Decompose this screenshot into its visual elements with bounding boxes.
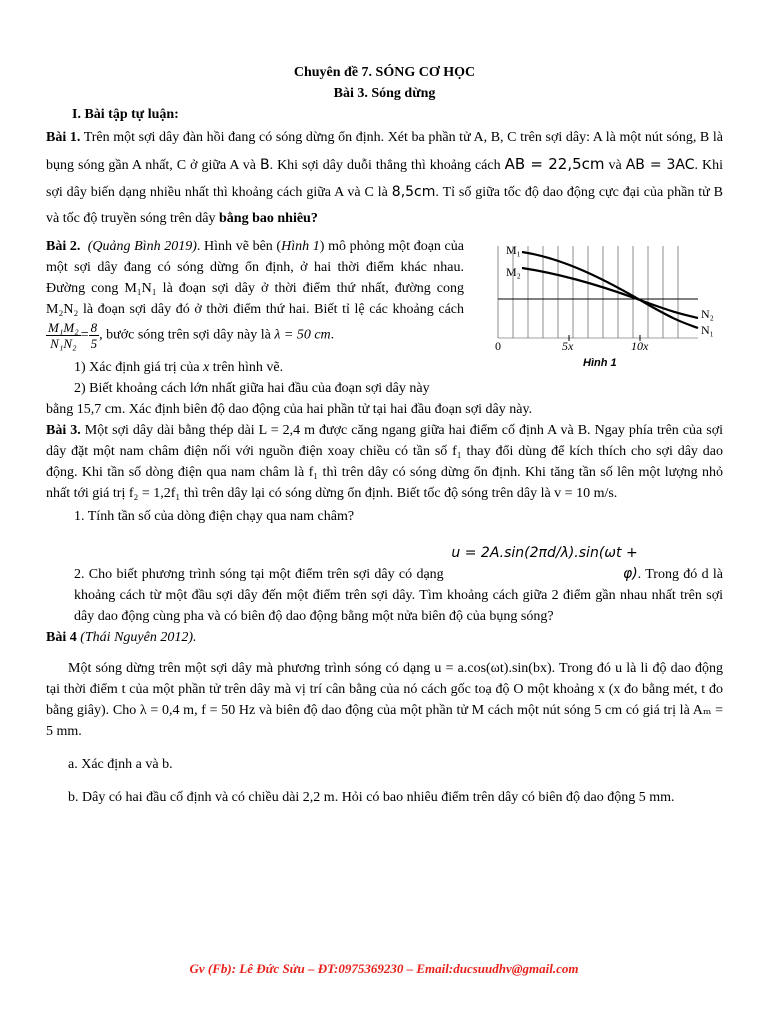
figure-grid xyxy=(498,246,698,338)
frac-num-8: 8 xyxy=(90,320,98,335)
frac-den-5: 5 xyxy=(90,336,98,351)
bai3-label: Bài 3. xyxy=(46,423,81,438)
bai3-paragraph xyxy=(46,420,723,504)
bai2-text-1: . Hình vẽ bên ( xyxy=(196,239,282,254)
bai1-math-ac: 8,5cm xyxy=(391,184,436,200)
bai1-text-2: . Khi sợi dây duỗi thẳng thì khoảng cách xyxy=(269,158,505,173)
bai2-fraction-8-5 xyxy=(89,320,100,351)
bai3-q2-text-2: . Trong đó d là khoảng cách từ một đầu sợi dây đến một điểm trên sợi dây. Tìm khoảng cách giữa 2 điểm gần nhau nhất trên sợi dây dao động cùng pha và có biên độ dao động bằng một nửa biên độ của bụng sóng? xyxy=(74,567,723,624)
bai4-qb: b. Dây có hai đầu cố định và có chiều dài 2,2 m. Hỏi có bao nhiêu điểm trên dây có biên độ dao động 5 mm. xyxy=(68,790,675,805)
label-m2: M₂ xyxy=(506,265,521,279)
bai1-label: Bài 1. xyxy=(46,130,81,145)
bai1-math-ab-ac: AB = 3AC xyxy=(625,157,695,173)
bai2-lambda: λ = 50 cm xyxy=(274,327,331,343)
frac-num-m: M₁M₂ xyxy=(48,320,79,335)
document-body xyxy=(46,62,723,808)
bai2-q1-text: 1) Xác định giá trị của xyxy=(74,360,204,375)
lesson-title: Bài 3. Sóng dừng xyxy=(333,86,436,101)
bai1-text-3: và xyxy=(604,158,626,173)
bai3-text: Một sợi dây dài bằng thép dài L = 2,4 m được căng ngang giữa hai điểm cố định A và B. Ngay phía trên của sợi dây đặt một nam châm điện nối với nguồn điện xoay chiều có tần số f₁ thay đổi dùng để kích thích cho sợi dây dao động. Khi tần số dòng điện qua nam châm là f₁ thì trên dây có sóng dừng ổn định. Khi tăng tần số lên một lượng nhỏ nhất tới giá trị f₂ = 1,2f₁ thì trên dây lại có sóng dừng ổn định. Biết tốc độ sóng trên dây là v = 10 m/s. xyxy=(46,423,723,501)
bai1-text-4: . Khi sợi dây biến dạng nhiều nhất thì khoảng cách giữa A và C là xyxy=(46,158,724,200)
curve-m2n2 xyxy=(522,268,698,318)
bai4-qa: a. Xác định a và b. xyxy=(68,757,173,772)
tick-label-10x: 10x xyxy=(631,339,649,353)
frac-den-n: N₁N₂ xyxy=(50,336,77,351)
bai1-math-ab: AB = 22,5cm xyxy=(504,155,605,173)
bai1-point-b: B xyxy=(259,157,270,173)
bai2-text-4: . xyxy=(330,327,335,343)
bai2-text-3: , bước sóng trên sợi dây này là xyxy=(99,327,275,343)
bai4-source: (Thái Nguyên 2012). xyxy=(76,630,197,645)
bai4-paragraph: Một sóng dừng trên một sợi dây mà phương trình sóng có dạng u = a.cos(ωt).sin(bx). Trong đó u là li độ dao động tại thời điểm t của một phần tử trên dây mà vị trí cân bằng của nó cách gốc toạ độ O một khoảng x (x đo bằng mét, t đo bằng giây). Cho λ = 0,4 m, f = 50 Hz và biên độ dao động của một phần tử M cách một nút sóng 5 cm có giá trị là Aₘ = 5 mm. xyxy=(46,661,723,739)
chapter-title: Chuyên đề 7. SÓNG CƠ HỌC xyxy=(293,65,476,80)
bai2-q2: 2) Biết khoảng cách lớn nhất giữa hai đầu của đoạn sợi dây này xyxy=(74,381,430,396)
bai4-label: Bài 4 xyxy=(46,630,77,645)
bai2-text-2: ) mô phỏng một đoạn của một sợi dây đang có sóng dừng ổn định, ở hai thời điểm khác nhau. Đường cong M₁N₁ là đoạn sợi dây ở thời điểm thứ nhất, đường cong M₂N₂ là đoạn sợi dây đó ở thời điểm thứ hai. Biết tỉ lệ các khoảng cách xyxy=(46,239,464,317)
footer-contact: Gv (Fb): Lê Đức Sửu – ĐT:0975369230 – Email:ducsuudhv@gmail.com xyxy=(189,961,579,976)
bai2-source: (Quảng Bình 2019) xyxy=(87,239,197,254)
tick-label-5x: 5x xyxy=(562,339,574,353)
bai1-paragraph xyxy=(46,125,723,232)
bai2-label: Bài 2. xyxy=(46,239,81,254)
bai2-q2-cont: bằng 15,7 cm. Xác định biên độ dao động của hai phần tử tại hai đầu đoạn sợi dây này. xyxy=(46,402,533,417)
bai1-text-1: Trên một sợi dây đàn hồi đang có sóng dừng ổn định. Xét ba phần tử A, B, C trên sợi dây: A là một nút sóng, B là bụng sóng gần A nhất, C ở giữa A và xyxy=(46,130,723,173)
label-m1: M₁ xyxy=(506,243,521,257)
figure-caption: Hình 1 xyxy=(583,357,617,369)
section-heading: I. Bài tập tự luận: xyxy=(72,107,179,122)
bai2-q1-text-2: trên hình vẽ. xyxy=(209,360,284,375)
figure-hinh-1 xyxy=(482,238,722,370)
bai2-fraction-m-n xyxy=(46,320,81,351)
bai3-q2-text: 2. Cho biết phương trình sóng tại một điểm trên sợi dây có dạng xyxy=(74,567,444,582)
label-n1: N₁ xyxy=(701,323,714,337)
bai4-heading xyxy=(46,627,723,648)
bai3-formula: u = 2A.sin(2πd/λ).sin(ωt + φ) xyxy=(451,545,638,582)
label-n2: N₂ xyxy=(701,307,714,321)
bai2-figure-ref: Hình 1 xyxy=(281,239,320,254)
bai3-q1: 1. Tính tần số của dòng điện chạy qua nam châm? xyxy=(74,509,355,524)
bai2-equals: = xyxy=(80,327,89,343)
figure-svg xyxy=(482,238,722,370)
bai1-text-5: . Tỉ số giữa tốc độ dao động cực đại của phần tử B và tốc độ truyền sóng trên dây xyxy=(46,185,723,226)
bai2-q1-x: x xyxy=(203,360,210,375)
bai3-q2 xyxy=(46,543,723,627)
bai1-question: bằng bao nhiêu? xyxy=(219,211,318,226)
bai2-paragraph xyxy=(46,236,464,351)
tick-label-0: 0 xyxy=(495,339,501,353)
